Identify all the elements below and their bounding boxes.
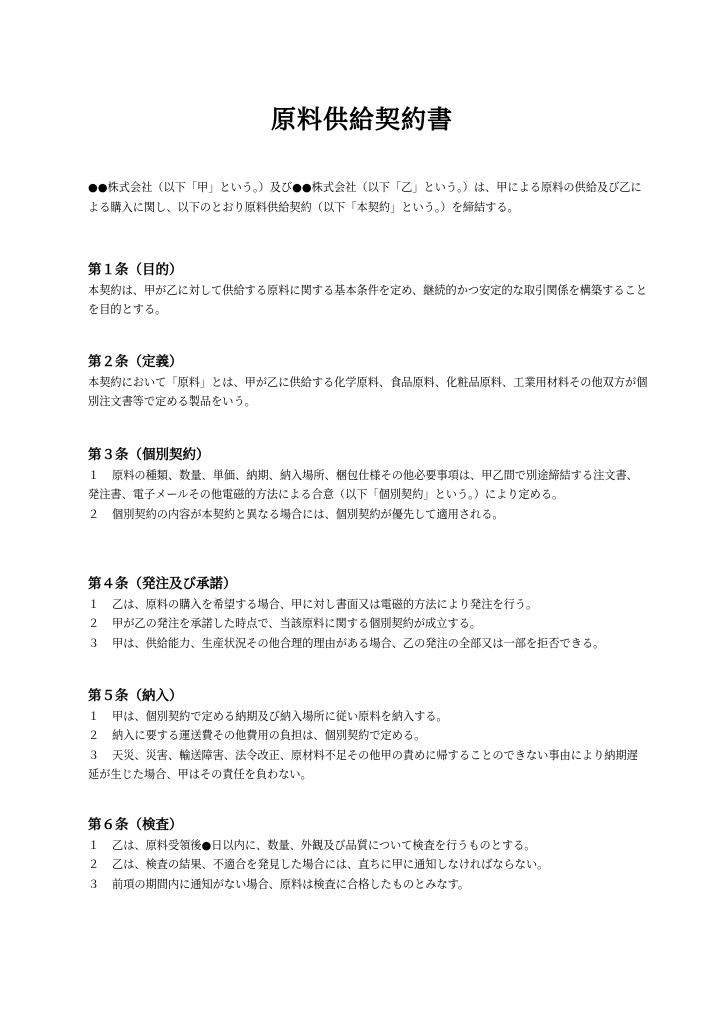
clause-text: 乙は、原料の購入を希望する場合、甲に対し書面又は電磁的方法により発注を行う。 [112,598,538,611]
clause-text: 前項の期間内に通知がない場合、原料は検査に合格したものとみなす。 [112,877,470,891]
article-heading: 第４条（発注及び承諾） [88,576,237,592]
clause-item [88,505,648,524]
clause-item [88,855,648,874]
clause-item [88,726,648,745]
clause-text: 個別契約の内容が本契約と異なる場合には、個別契約が優先して適用される。 [112,507,504,521]
clause-text: 納入に要する運送費その他費用の負担は、個別契約で定める。 [112,729,426,743]
clause-text: 甲は、供給能力、生産状況その他合理的理由がある場合、乙の発注の全部又は一部を拒否できる。 [112,636,605,650]
article-heading: 第１条（目的） [88,262,183,278]
clause-number: ２ [88,617,100,631]
clause-item [88,466,648,505]
intro-paragraph: ●●株式会社（以下「甲」という。）及び●●株式会社（以下「乙」という。）は、甲による原料の供給及び乙による購入に関し、以下のとおり原料供給契約（以下「本契約」という。）を締結する。 [88,181,642,214]
article-text: 本契約は、甲が乙に対して供給する原料に関する基本条件を定め、継続的かつ安定的な取引関係を構築することを目的とする。 [88,284,647,317]
clause-number: ３ [88,748,100,762]
clause-number: １ [88,839,100,852]
document-title: 原料供給契約書 [270,105,453,134]
clause-number: ２ [88,858,100,872]
clause-text: 乙は、原料受領後●日以内に、数量、外観及び品質について検査を行うものとする。 [112,839,536,852]
clause-number: ３ [88,877,100,891]
article-2 [88,352,648,412]
clause-number: ２ [88,729,100,743]
clause-number: １ [88,469,100,482]
clause-number: ２ [88,507,100,521]
clause-number: ３ [88,636,100,650]
article-4 [88,574,648,653]
article-heading: 第３条（個別契約） [88,447,210,463]
clause-number: １ [88,598,100,611]
clause-item [88,614,648,633]
clause-item [88,634,648,653]
clause-text: 甲が乙の発注を承諾した時点で、当該原料に関する個別契約が成立する。 [112,617,481,631]
clause-text: 乙は、検査の結果、不適合を発見した場合には、直ちに甲に通知しなければならない。 [112,858,549,872]
clause-text: 天災、災害、輸送障害、法令改正、原材料不足その他甲の責めに帰することのできない事由により納期遅延が生じた場合、甲はその責任を負わない。 [88,748,638,782]
clause-text: 原料の種類、数量、単価、納期、納入場所、梱包仕様その他必要事項は、甲乙間で別途締結する注文書、発注書、電子メールその他電磁的方法による合意（以下「個別契約」という。）により定める。 [88,469,638,502]
article-1 [88,260,648,320]
clause-item [88,836,648,855]
clause-item [88,595,648,614]
clause-item [88,707,648,726]
clause-item [88,875,648,894]
clause-number: １ [88,710,100,723]
article-heading: 第５条（納入） [88,688,183,704]
clause-text: 甲は、個別契約で定める納期及び納入場所に従い原料を納入する。 [112,710,448,723]
clause-item [88,746,648,785]
article-3 [88,445,648,524]
article-heading: 第２条（定義） [88,354,183,370]
article-5 [88,686,648,785]
article-text: 本契約において「原料」とは、甲が乙に供給する化学原料、食品原料、化粧品原料、工業用材料その他双方が個別注文書等で定める製品をいう。 [88,376,648,409]
article-6 [88,815,648,894]
article-heading: 第６条（検査） [88,817,183,833]
